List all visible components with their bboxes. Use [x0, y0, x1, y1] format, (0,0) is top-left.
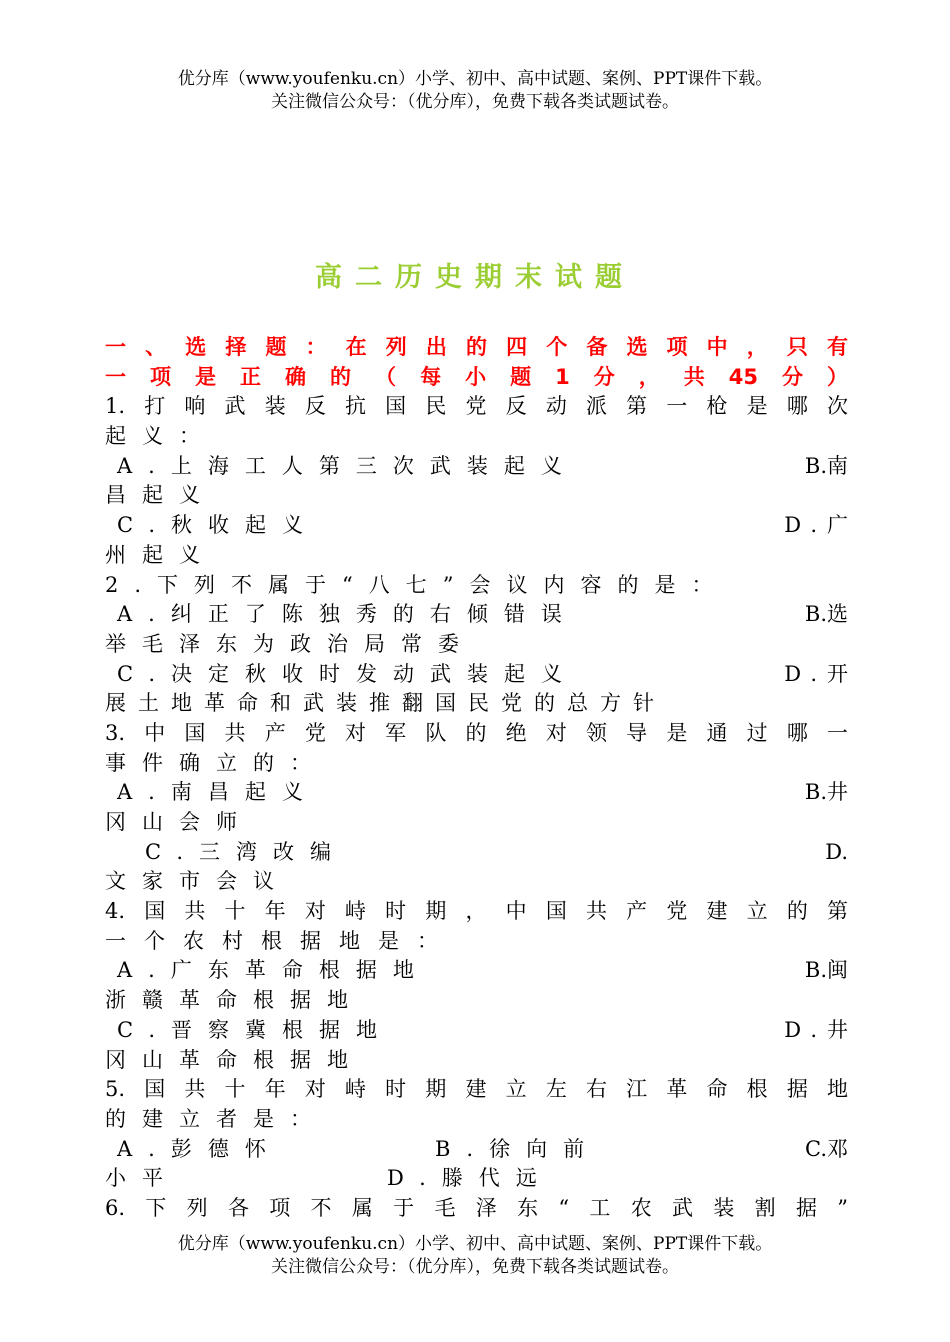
option-d: D.: [825, 839, 848, 864]
question-2-options-row-2: [105, 660, 858, 690]
question-2-stem: 2.下列不属于“八七”会议内容的是：: [105, 572, 729, 597]
option-c: C.秋收起义: [117, 513, 319, 538]
page-title: 高二历史期末试题: [315, 262, 635, 293]
option-b: B.徐向前: [435, 1136, 601, 1161]
question-1-stem-cont: 起义：: [105, 424, 216, 449]
option-c: C.决定秋收时发动武装起义: [117, 661, 578, 686]
question-4-options-row-1: [105, 956, 848, 986]
question-4-stem: 4.国共十年对峙时期，中国共产党建立的第: [105, 899, 848, 924]
exam-content: [105, 333, 858, 1224]
option-a: A.南昌起义: [117, 780, 319, 805]
question-4-stem-cont: 一个农村根据地是：: [105, 928, 456, 953]
option-d-cont: 文家市会议: [105, 869, 290, 894]
option-d: D.井: [784, 1017, 858, 1042]
option-c: C.邓: [805, 1136, 848, 1161]
footer-line-1: 优分库（www.youfenku.cn）小学、初中、高中试题、案例、PPT课件下载。: [177, 1234, 773, 1254]
question-1-options-row-2: [105, 511, 858, 541]
question-1-stem: 1.打响武装反抗国民党反动派第一枪是哪次: [105, 394, 848, 419]
option-b: B.井: [804, 780, 848, 805]
question-5-options-row-1: [105, 1135, 848, 1165]
option-d-cont: 冈山革命根据地: [105, 1047, 364, 1072]
question-3-options-row-2: [105, 838, 848, 868]
question-5-options-row-2: [105, 1164, 848, 1194]
option-b: B.选: [804, 602, 848, 627]
option-b-cont: 举毛泽东为政治局常委: [105, 631, 475, 656]
question-6-stem: 6.下列各项不属于毛泽东“工农武装割据”: [105, 1195, 848, 1220]
question-5-stem: 5.国共十年对峙时期建立左右江革命根据地: [105, 1077, 848, 1102]
option-d: D.广: [784, 513, 858, 538]
section-heading-line-2: 一项是正确的（每小题1分，共45分）: [105, 364, 848, 389]
option-a: A.上海工人第三次武装起义: [117, 453, 578, 478]
page-header: [0, 68, 950, 114]
option-a: A.广东革命根据地: [117, 958, 430, 983]
page-footer: [0, 1233, 950, 1279]
option-c: C.三湾改编: [145, 839, 347, 864]
question-3-stem-cont: 事件确立的：: [105, 750, 327, 775]
header-line-2: 关注微信公众号：（优分库），免费下载各类试题试卷。: [271, 92, 679, 112]
footer-line-2: 关注微信公众号：（优分库），免费下载各类试题试卷。: [271, 1257, 679, 1277]
option-b-cont: 昌起义: [105, 483, 216, 508]
option-b: B.闽: [804, 958, 848, 983]
option-d: D.滕代远: [387, 1166, 553, 1191]
question-1-options-row-1: [105, 452, 848, 482]
question-3-options-row-1: [105, 778, 848, 808]
header-line-1: 优分库（www.youfenku.cn）小学、初中、高中试题、案例、PPT课件下载。: [177, 69, 773, 89]
option-d-cont: 展土地革命和武装推翻国民党的总方针: [105, 691, 666, 716]
option-b-cont: 浙赣革命根据地: [105, 988, 364, 1013]
option-c-cont: 小平: [105, 1166, 179, 1191]
question-4-options-row-2: [105, 1016, 858, 1046]
option-d-cont: 州起义: [105, 542, 216, 567]
option-c: C.晋察冀根据地: [117, 1017, 393, 1042]
option-b-cont: 冈山会师: [105, 810, 253, 834]
option-a: A.纠正了陈独秀的右倾错误: [117, 602, 578, 627]
question-5-stem-cont: 的建立者是：: [105, 1106, 327, 1131]
option-a: A.彭德怀: [117, 1136, 282, 1161]
question-2-options-row-1: [105, 600, 848, 630]
option-d: D.开: [784, 661, 858, 686]
option-b: B.南: [804, 453, 848, 478]
section-heading-line-1: 一、选择题：在列出的四个备选项中，只有: [105, 335, 848, 359]
question-3-stem: 3.中国共产党对军队的绝对领导是通过哪一: [105, 720, 848, 745]
